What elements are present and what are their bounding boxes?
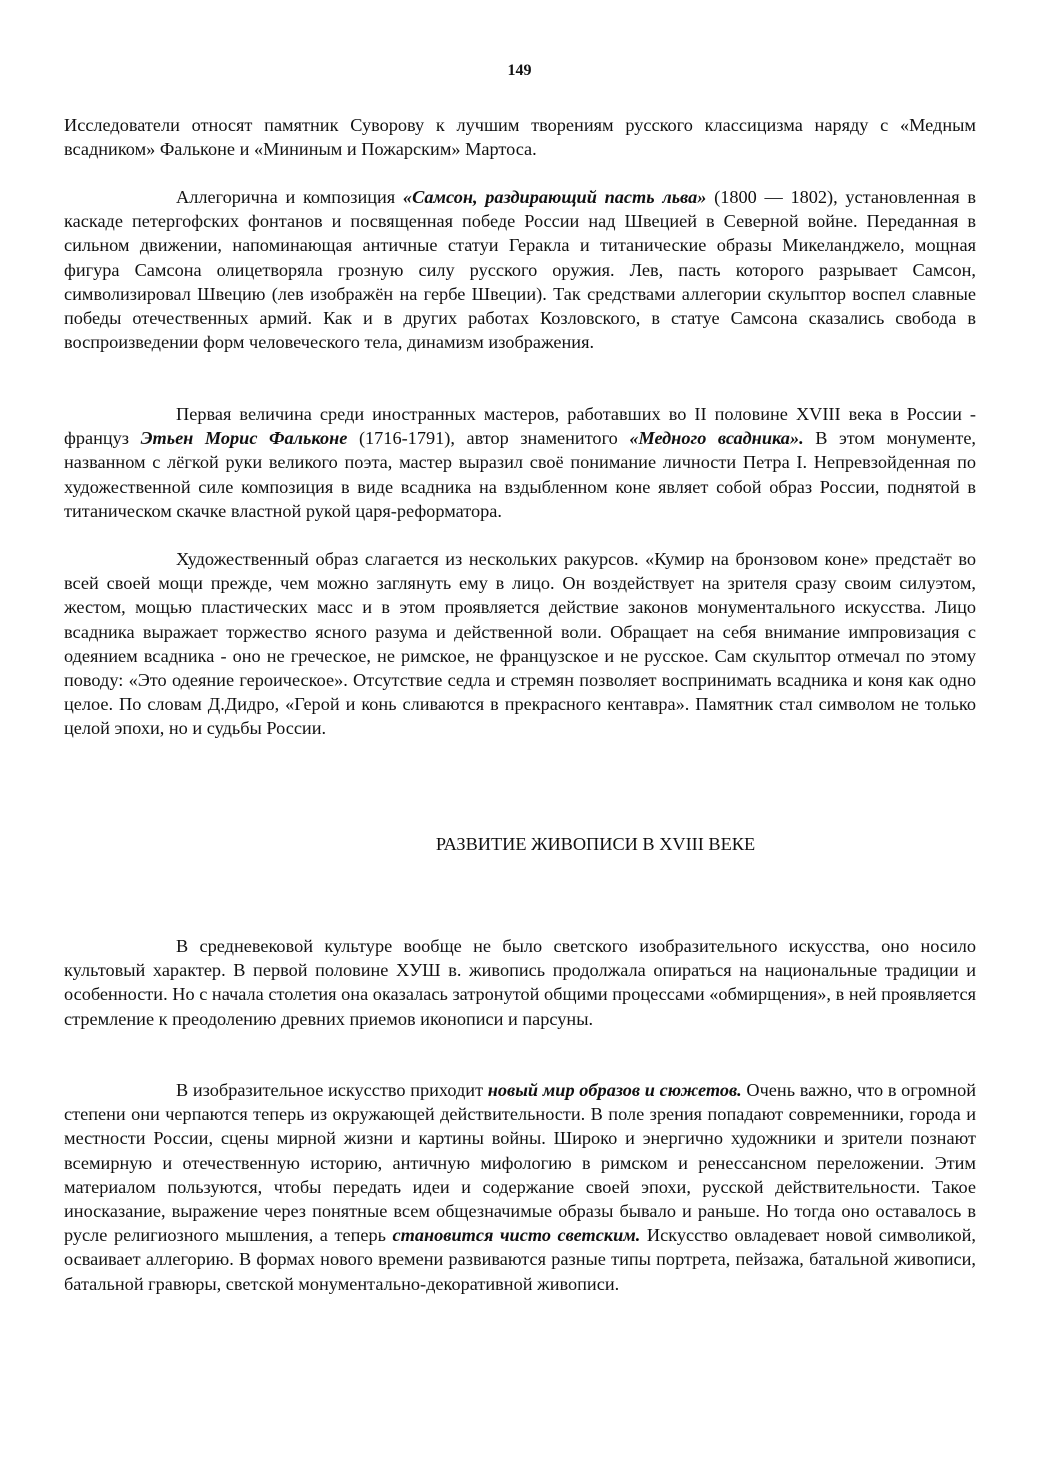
emphasis-bronze-horseman: «Медного всадника». bbox=[629, 428, 804, 449]
emphasis-falconet-name: Этьен Морис Фальконе bbox=[140, 428, 348, 449]
paragraph-new-world bbox=[64, 1078, 976, 1296]
paragraph-text: Художественный образ слагается из нескольких ракурсов. «Кумир на бронзовом коне» предстаёт во всей своей мощи прежде, чем можно заглянуть ему в лицо. Он воздействует на зрителя сразу своим силуэтом, жестом, мощью пластических масс и в этом проявляется действие законов монументального искусства. Лицо всадника выражает торжество ясного разума и действенной воли. Обращает на себя внимание импровизация с одеянием всадника - оно не греческое, не римское, не французское и не русское. Сам скульптор отмечал по этому поводу: «Это одеяние героическое». Отсутствие седла и стремян позволяет воспринимать всадника и коня как одно целое. По словам Д.Дидро, «Герой и конь сливаются в прекрасного кентавра». Памятник стал символом не только целой эпохи, но и судьбы России. bbox=[64, 549, 976, 739]
emphasis-new-world: новый мир образов и сюжетов. bbox=[487, 1080, 742, 1100]
paragraph-text: В изобразительное искусство приходит bbox=[176, 1080, 488, 1100]
paragraph-medieval-culture bbox=[64, 934, 976, 1031]
paragraph-samson bbox=[64, 185, 976, 354]
paragraph-artistic-image bbox=[64, 547, 976, 741]
paragraph-text: В средневековой культуре вообще не было светского изобразительного искусства, оно носило культовый характер. В первой половине ХУШ в. живопись продолжала опираться на национальные традиции и особенности. Но с начала столетия она оказалась затронутой общими процессами «обмирщения», в ней проявляется стремление к преодолению древних приемов иконописи и парсуны. bbox=[64, 936, 976, 1029]
paragraph-text: (1800 — 1802), установленная в каскаде петергофских фонтанов и посвященная победе России над Швецией в Северной войне. Переданная в сильном движении, напоминающая античные статуи Геракла и титанические образы Микеланджело, мощная фигура Самсона олицетворяла грозную силу русского оружия. Лев, пасть которого разрывает Самсон, символизировал Швецию (лев изображён на гербе Швеции). Так средствами аллегории скульптор воспел славные победы отечественных армий. Как и в других работах Козловского, в статуе Самсона сказались свобода в воспроизведении форм человеческого тела, динамизм изображения. bbox=[64, 187, 976, 353]
paragraph-text: Исследователи относят памятник Суворову к лучшим творениям русского классицизма наряду с «Медным всадником» Фальконе и «Мининым и Пожарским» Мартоса. bbox=[64, 115, 976, 160]
paragraph-falconet bbox=[64, 402, 976, 523]
paragraph-text: Искусство овладевает новой символикой, осваивает аллегорию. В формах нового времени развиваются разные типы портрета, пейзажа, батальной живописи, батальной гравюры, светской монументально-декоративной живописи. bbox=[64, 1225, 976, 1294]
emphasis-samson-title: «Самсон, раздирающий пасть льва» bbox=[402, 187, 707, 207]
paragraph-text: Очень важно, что в огромной степени они черпаются теперь из окружающей действительности. В поле зрения попадают современники, города и местности России, сцены мирной жизни и картины войны. Широко и энергично художники и зрители познают всемирную и отечественную историю, античную мифологию в римском и ренессансном переложении. Этим материалом пользуются, чтобы передать идеи и содержание своей эпохи, русской действительности. Такое иносказание, выражение через понятные всем общезначимые образы бывало и раньше. Но тогда оно оставалось в русле религиозного мышления, а теперь bbox=[64, 1080, 976, 1246]
paragraph-text: В этом монументе, названном с лёгкой руки великого поэта, мастер выразил своё понимание личности Петра I. Непревзойденная по художественной силе композиция в виде всадника на вздыбленном коне являет собой образ России, поднятой в титаническом скачке властной рукой царя-реформатора. bbox=[64, 428, 977, 521]
section-heading: РАЗВИТИЕ ЖИВОПИСИ В XVIII ВЕКЕ bbox=[435, 834, 756, 854]
paragraph-text: (1716-1791), автор знаменитого bbox=[347, 428, 630, 449]
page-number: 149 bbox=[507, 62, 532, 79]
emphasis-secular: становится чисто светским. bbox=[392, 1225, 641, 1246]
paragraph-text: Аллегорична и композиция bbox=[176, 187, 403, 207]
paragraph-suvorov bbox=[64, 113, 976, 161]
paragraph-text: Первая величина среди иностранных мастеров, работавших во II половине XVIII века в России - француз bbox=[64, 404, 976, 449]
